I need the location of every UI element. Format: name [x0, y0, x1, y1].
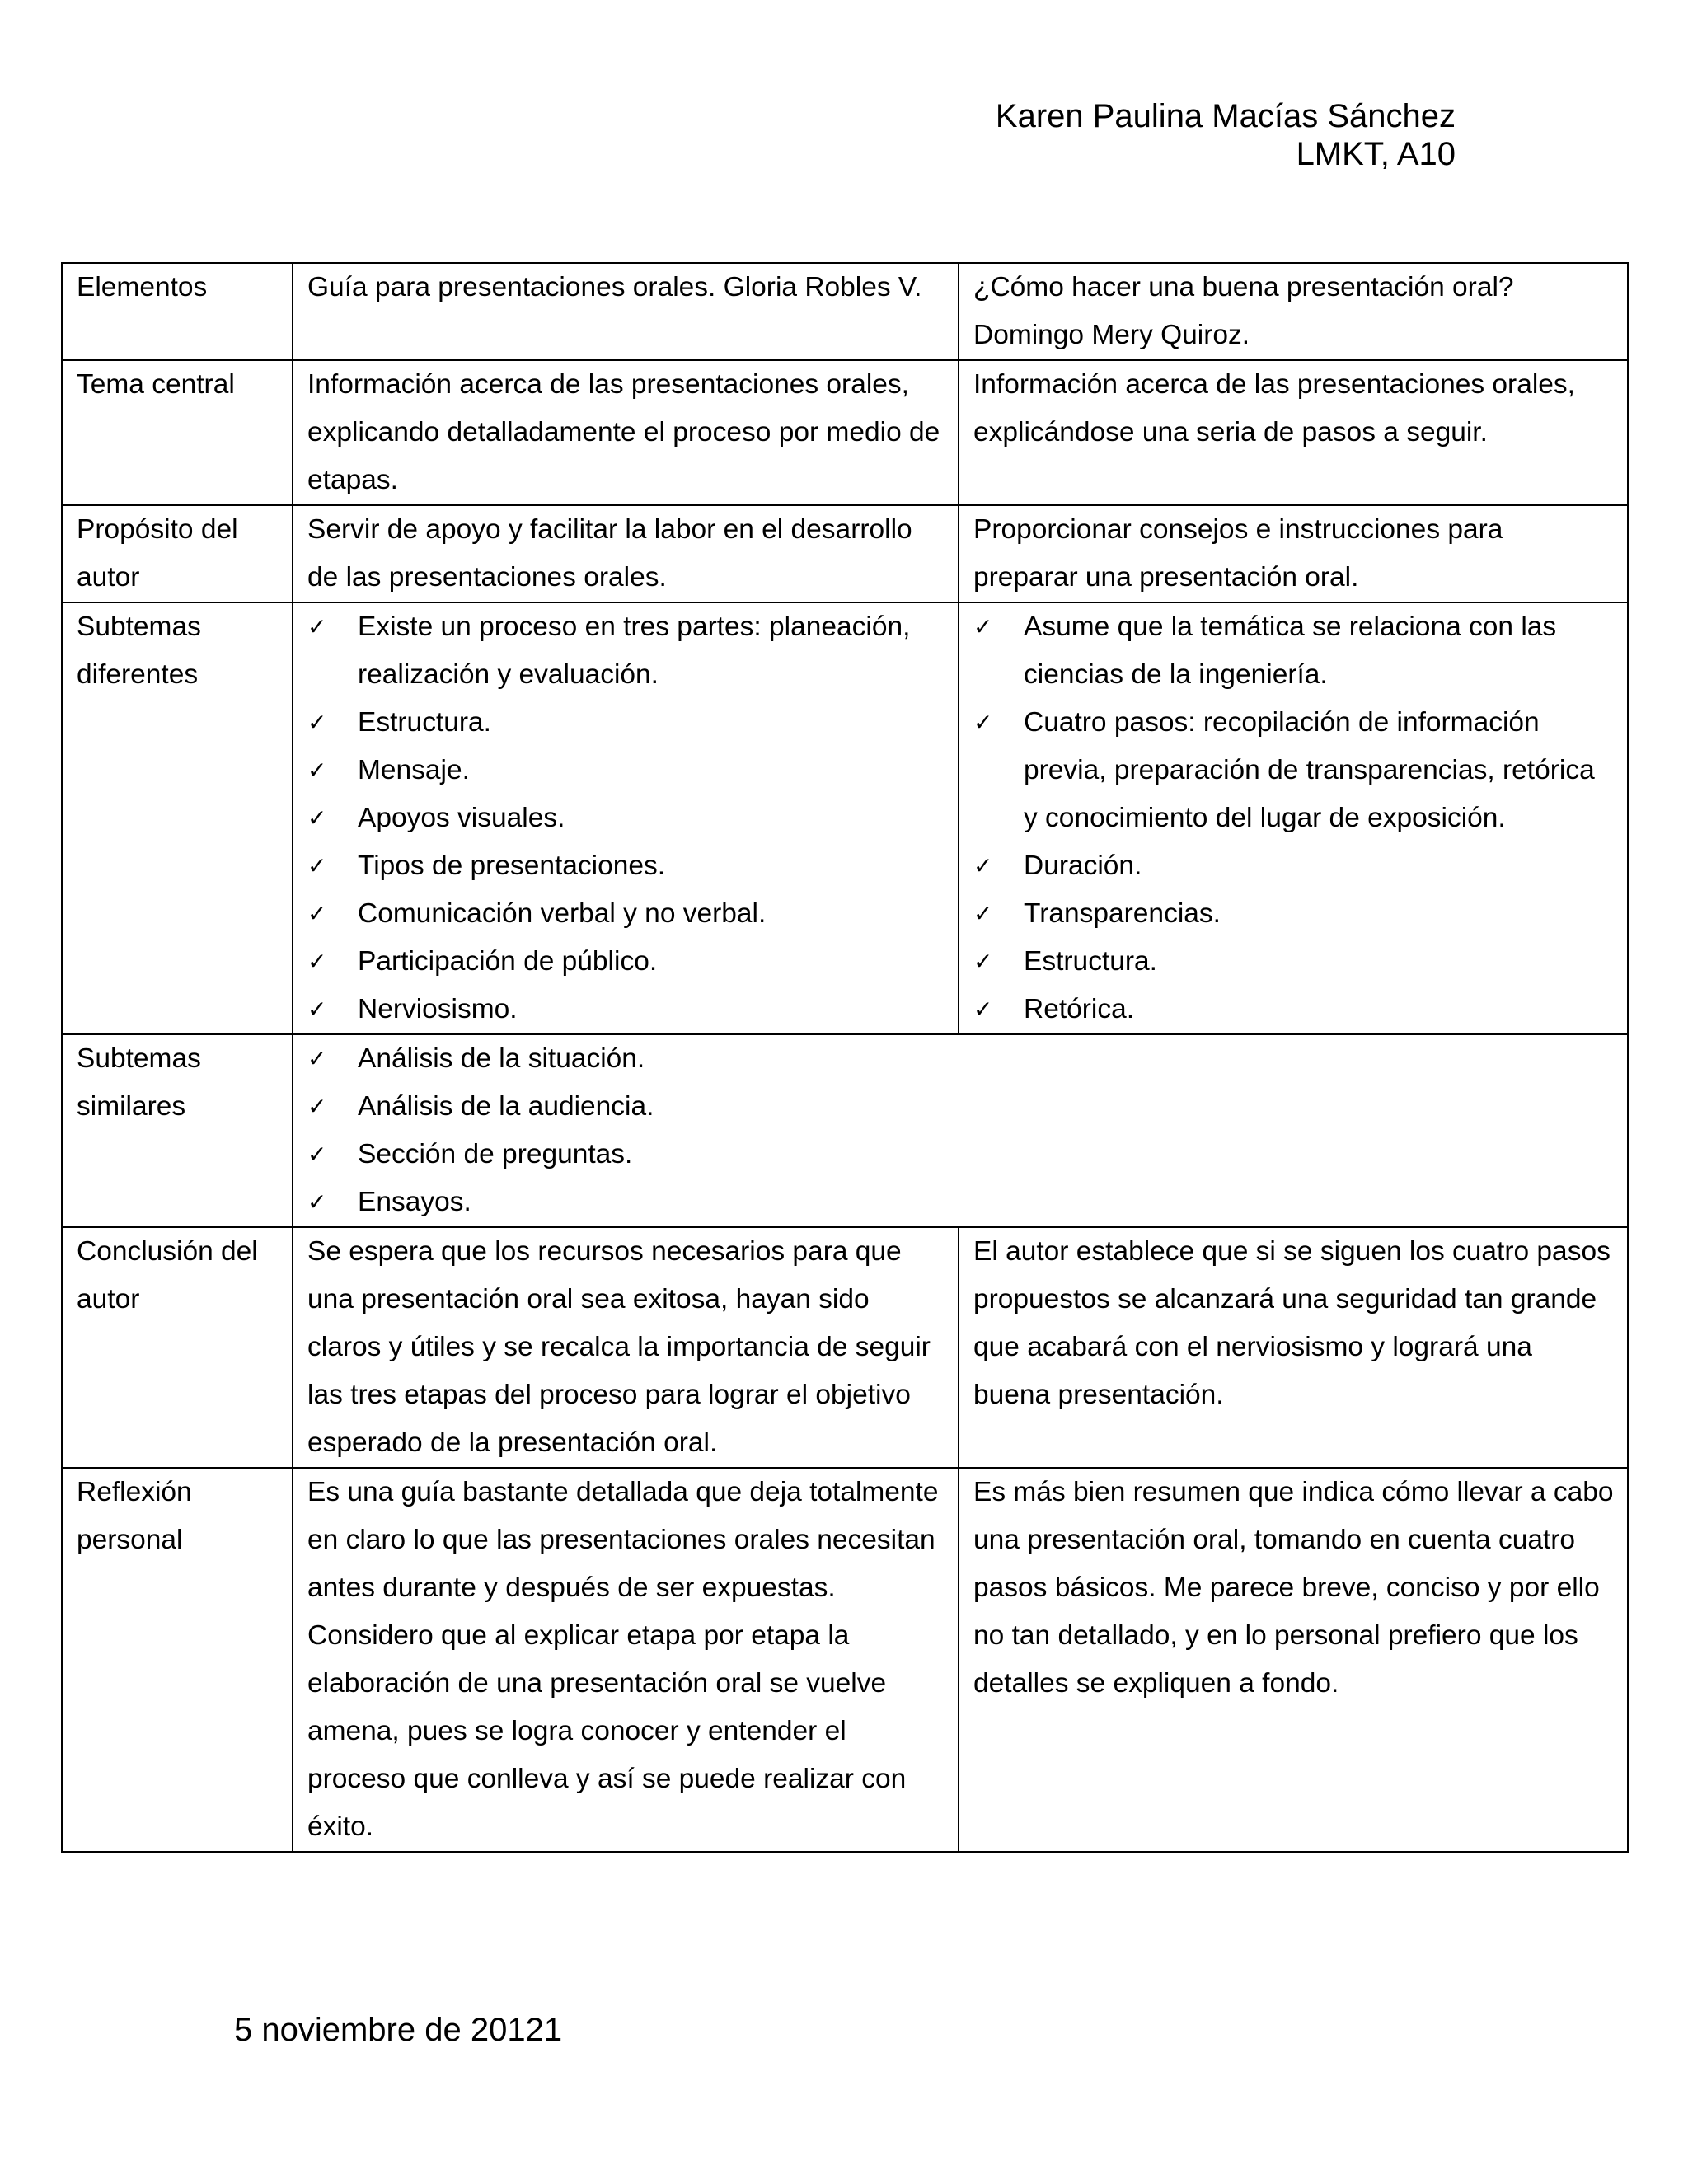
checkmark-icon: ✓ — [973, 996, 993, 1023]
list-item — [973, 986, 1614, 1033]
checkmark-icon: ✓ — [307, 948, 327, 975]
table-row — [62, 1227, 1628, 1468]
checkmark-icon: ✓ — [973, 709, 993, 736]
list-item-text: Duración. — [1024, 851, 1142, 881]
checkmark-icon: ✓ — [973, 852, 993, 879]
table-row — [62, 602, 1628, 1034]
checkmark-icon: ✓ — [973, 613, 993, 640]
list-item — [307, 842, 945, 890]
source-b-title-line: ¿Cómo hacer una buena presentación oral? — [973, 272, 1514, 302]
list-item-text: Estructura. — [358, 707, 491, 738]
list-item — [973, 699, 1614, 842]
check-list — [307, 603, 945, 1033]
list-item-text: Nerviosismo. — [358, 994, 518, 1024]
list-item — [307, 938, 945, 986]
list-item-text: Asume que la temática se relaciona con las ciencias de la ingeniería. — [1024, 612, 1557, 690]
list-item — [307, 794, 945, 842]
list-item-text: Mensaje. — [358, 755, 470, 785]
list-item — [307, 1035, 1614, 1083]
checkmark-icon: ✓ — [973, 948, 993, 975]
table-cell: El autor establece que si se siguen los cuatro pasos propuestos se alcanzará una seguridad tan grande que acabará con el nerviosismo y logrará una buena presentación. — [959, 1227, 1628, 1468]
checkmark-icon: ✓ — [307, 996, 327, 1023]
list-item-text: Estructura. — [1024, 946, 1157, 977]
table-row — [62, 505, 1628, 602]
check-list — [307, 1035, 1614, 1226]
table-cell: Información acerca de las presentaciones orales, explicándose una seria de pasos a seguir. — [959, 360, 1628, 505]
list-item-text: Transparencias. — [1024, 898, 1221, 929]
checkmark-icon: ✓ — [307, 1093, 327, 1120]
list-item-text: Sección de preguntas. — [358, 1139, 633, 1169]
table-cell: Proporcionar consejos e instrucciones para preparar una presentación oral. — [959, 505, 1628, 602]
list-item — [307, 890, 945, 938]
table-row — [62, 360, 1628, 505]
list-item — [307, 986, 945, 1033]
list-item — [307, 699, 945, 747]
checkmark-icon: ✓ — [307, 1188, 327, 1216]
checkmark-icon: ✓ — [307, 757, 327, 784]
list-item-text: Análisis de la audiencia. — [358, 1091, 654, 1122]
row-label: Reflexión personal — [62, 1468, 293, 1852]
list-item-text: Tipos de presentaciones. — [358, 851, 666, 881]
source-a-title: Guía para presentaciones orales. Gloria Robles V. — [293, 263, 959, 360]
list-item — [973, 890, 1614, 938]
table-cell: Es una guía bastante detallada que deja totalmente en claro lo que las presentaciones orales necesitan antes durante y después de ser expuestas. Considero que al explicar etapa por etapa la elaboración de una presentación oral se vuelve amena, pues se logra conocer y entender el proceso que conlleva y así se puede realizar con éxito. — [293, 1468, 959, 1852]
list-item — [973, 603, 1614, 699]
table-row — [62, 1468, 1628, 1852]
checkmark-icon: ✓ — [307, 804, 327, 832]
table-cell: Información acerca de las presentaciones orales, explicando detalladamente el proceso por medio de etapas. — [293, 360, 959, 505]
author-group: LMKT, A10 — [1296, 136, 1456, 172]
checkmark-icon: ✓ — [307, 709, 327, 736]
row-label: Tema central — [62, 360, 293, 505]
list-item — [307, 603, 945, 699]
row-label: Subtemas diferentes — [62, 602, 293, 1034]
list-item-text: Apoyos visuales. — [358, 803, 565, 833]
row-label: Elementos — [62, 263, 293, 360]
list-item-text: Cuatro pasos: recopilación de información previa, preparación de transparencias, retórica y conocimiento del lugar de exposición. — [1024, 707, 1595, 833]
row-label: Subtemas similares — [62, 1034, 293, 1227]
table-row — [62, 1034, 1628, 1227]
author-header — [996, 97, 1456, 173]
row-label: Propósito del autor — [62, 505, 293, 602]
table-cell: Servir de apoyo y facilitar la labor en el desarrollo de las presentaciones orales. — [293, 505, 959, 602]
table-cell: Se espera que los recursos necesarios para que una presentación oral sea exitosa, hayan sido claros y útiles y se recalca la importancia de seguir las tres etapas del proceso para lograr el objetivo esperado de la presentación oral. — [293, 1227, 959, 1468]
list-item — [973, 842, 1614, 890]
list-item-text: Análisis de la situación. — [358, 1043, 645, 1074]
list-item — [307, 1131, 1614, 1179]
list-item — [307, 1179, 1614, 1226]
table-cell: Es más bien resumen que indica cómo llevar a cabo una presentación oral, tomando en cuenta cuatro pasos básicos. Me parece breve, conciso y por ello no tan detallado, y en lo personal prefiero que los detalles se expliquen a fondo. — [959, 1468, 1628, 1852]
table-cell — [959, 602, 1628, 1034]
list-item-text: Ensayos. — [358, 1187, 471, 1217]
author-name: Karen Paulina Macías Sánchez — [995, 98, 1456, 134]
list-item — [973, 938, 1614, 986]
checkmark-icon: ✓ — [307, 1141, 327, 1168]
checkmark-icon: ✓ — [307, 1045, 327, 1072]
table-row — [62, 263, 1628, 360]
source-b-author-line: Domingo Mery Quiroz. — [973, 320, 1250, 350]
checkmark-icon: ✓ — [307, 852, 327, 879]
comparison-table — [61, 262, 1629, 1853]
list-item-text: Participación de público. — [358, 946, 658, 977]
table-cell — [293, 602, 959, 1034]
checkmark-icon: ✓ — [973, 900, 993, 927]
row-label: Conclusión del autor — [62, 1227, 293, 1468]
document-date: 5 noviembre de 20121 — [234, 2012, 563, 2048]
check-list — [973, 603, 1614, 1033]
table-cell — [293, 1034, 1628, 1227]
source-b-title — [959, 263, 1628, 360]
list-item-text: Comunicación verbal y no verbal. — [358, 898, 767, 929]
list-item-text: Retórica. — [1024, 994, 1135, 1024]
list-item-text: Existe un proceso en tres partes: planeación, realización y evaluación. — [358, 612, 911, 690]
checkmark-icon: ✓ — [307, 900, 327, 927]
list-item — [307, 747, 945, 794]
checkmark-icon: ✓ — [307, 613, 327, 640]
list-item — [307, 1083, 1614, 1131]
